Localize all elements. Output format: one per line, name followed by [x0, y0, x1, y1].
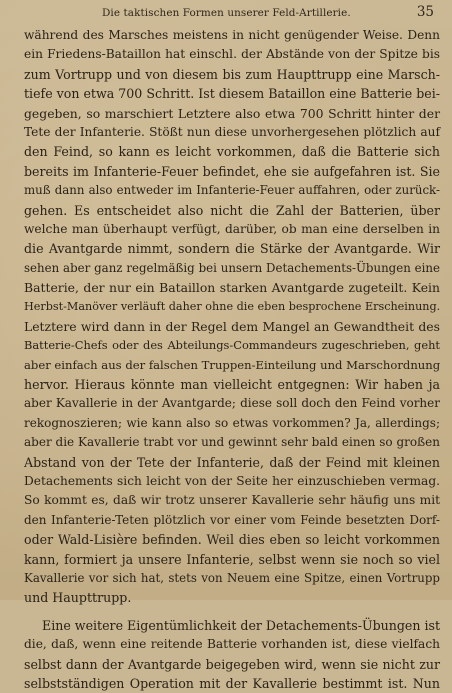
text-line: gegeben, so marschiert Letztere also etwa 700 Schritt hinter der — [24, 105, 440, 121]
text-line: kann, formiert ja unsere Infanterie, selbst wenn sie noch so viel — [24, 551, 440, 567]
text-line: zum Vortrupp und von diesem bis zum Haupttrupp eine Marsch- — [24, 66, 440, 82]
text-line: muß dann also entweder im Infanterie-Feuer auffahren, oder zurück- — [24, 183, 440, 198]
text-line: Herbst-Manöver verläuft daher ohne die eben besprochene Erscheinung. — [24, 300, 441, 314]
text-line: die Avantgarde nimmt, sondern die Stärke der Avantgarde. Wir — [24, 241, 440, 257]
text-line: Detachements sich leicht von der Seite her einzuschieben vermag. — [24, 473, 440, 488]
text-line: bereits im Infanterie-Feuer befindet, ehe sie aufgefahren ist. Sie — [24, 163, 440, 179]
text-line: Batterie, der nur ein Bataillon starken Avantgarde zugeteilt. Kein — [24, 280, 440, 296]
text-line: Tete der Infanterie. Stößt nun diese unvorhergesehen plötzlich auf — [24, 124, 440, 139]
text-line: sehen aber ganz regelmäßig bei unsern Detachements-Übungen eine — [24, 260, 440, 275]
text-line: aber die Kavallerie trabt vor und gewinnt sehr bald einen so großen — [24, 435, 440, 450]
paragraph-1 — [24, 26, 440, 608]
text-line: oder Wald-Lisière befinden. Weil dies eben so leicht vorkommen — [24, 532, 440, 548]
text-line: Kavallerie vor sich hat, stets von Neuem eine Spitze, einen Vortrupp — [24, 570, 440, 585]
text-line: den Feind, so kann es leicht vorkommen, daß die Batterie sich — [24, 144, 440, 160]
text-line: Batterie-Chefs oder des Abteilungs-Commandeurs zugeschrieben, geht — [24, 338, 440, 353]
paragraph-2 — [24, 616, 440, 693]
paragraph-gap — [24, 608, 440, 616]
text-line: So kommt es, daß wir trotz unserer Kavallerie sehr häufig uns mit — [24, 493, 440, 508]
text-line: aber einfach aus der falschen Truppen-Einteilung und Marschordnung — [24, 357, 441, 372]
text-line: rekognoszieren; wie kann also so etwas vorkommen? Ja, allerdings; — [24, 415, 440, 430]
text-line: Letztere wird dann in der Regel dem Mangel an Gewandtheit des — [24, 318, 440, 334]
text-line: gehen. Es entscheidet also nicht die Zahl der Batterien, über — [24, 202, 440, 218]
text-line: Eine weitere Eigentümlichkeit der Detachements-Übungen ist — [42, 617, 441, 633]
text-line: und Haupttrupp. — [24, 590, 132, 606]
running-title: Die taktischen Formen unserer Feld-Artillerie. — [102, 7, 351, 19]
page-header — [102, 4, 434, 22]
text-line: tiefe von etwa 700 Schritt. Ist diesem Bataillon eine Batterie bei- — [24, 86, 440, 102]
text-line: hervor. Hieraus könnte man vielleicht entgegnen: Wir haben ja — [24, 377, 440, 393]
text-line: ein Friedens-Bataillon hat einschl. der Abstände von der Spitze bis — [24, 47, 440, 62]
text-line: die, daß, wenn eine reitende Batterie vorhanden ist, diese vielfach — [24, 637, 440, 652]
text-line: den Infanterie-Teten plötzlich vor einer vom Feinde besetzten Dorf- — [24, 512, 440, 527]
text-line: welche man überhaupt verfügt, darüber, ob man eine derselben in — [24, 221, 440, 236]
text-line: aber Kavallerie in der Avantgarde; diese soll doch den Feind vorher — [24, 396, 440, 411]
text-line: Abstand von der Tete der Infanterie, daß der Feind mit kleinen — [24, 454, 440, 470]
text-line: während des Marsches meistens in nicht genügender Weise. Denn — [24, 28, 440, 42]
page-number: 35 — [416, 4, 434, 20]
text-line: selbstständigen Operation mit der Kavallerie bestimmt ist. Nun — [24, 675, 440, 691]
body-text — [24, 26, 440, 693]
text-line: selbst dann der Avantgarde beigegeben wird, wenn sie nicht zur — [24, 656, 440, 672]
